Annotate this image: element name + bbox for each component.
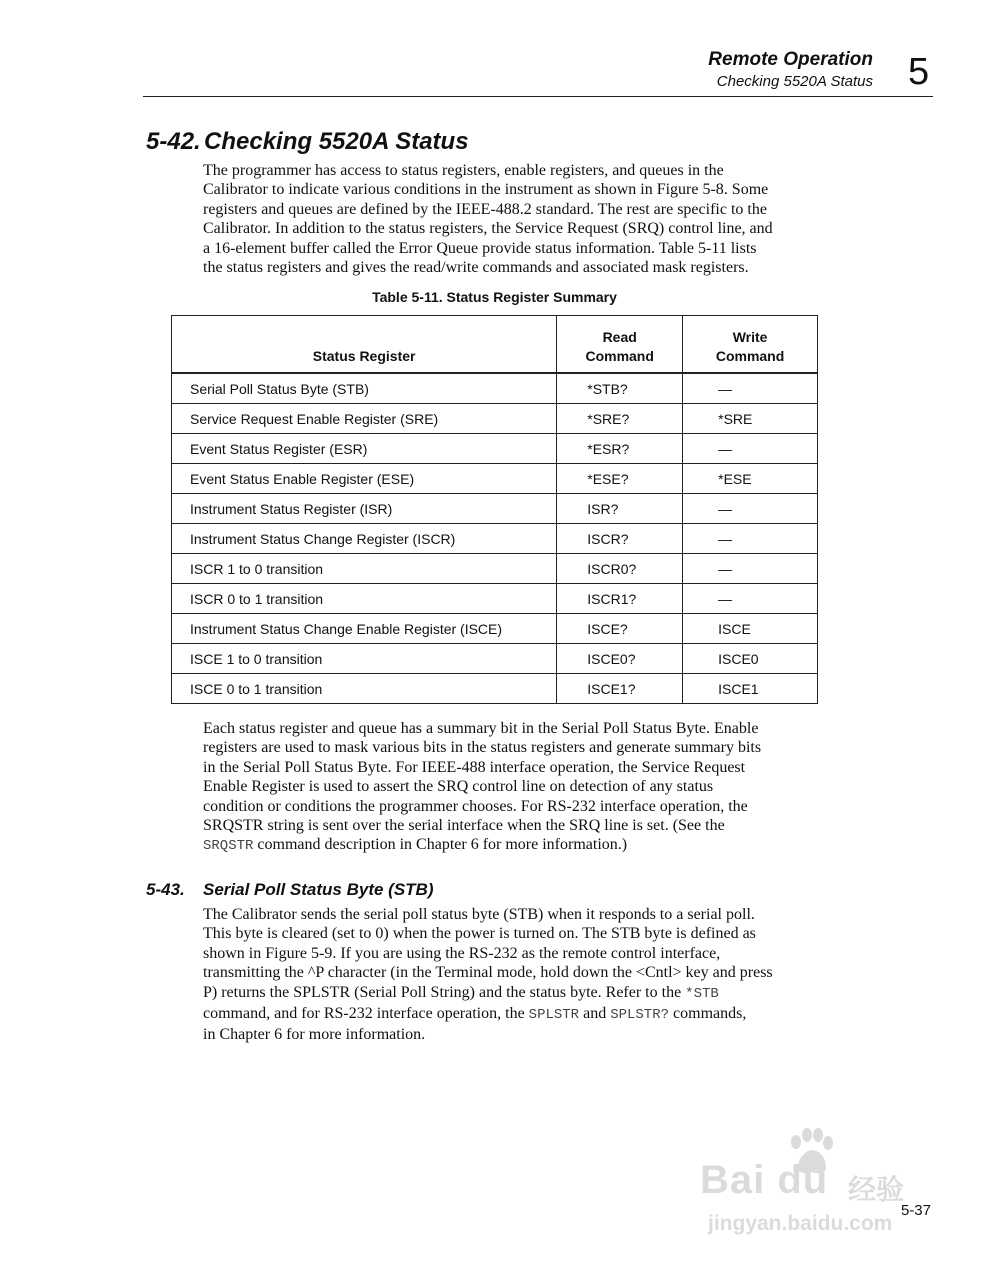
table-row (172, 494, 818, 524)
table-row (172, 434, 818, 464)
cell-register: Instrument Status Register (ISR) (172, 494, 557, 524)
cell-register: Instrument Status Change Register (ISCR) (172, 524, 557, 554)
stb-line: in Chapter 6 for more information. (203, 1026, 426, 1044)
subsection-number: 5-43. (146, 880, 185, 899)
stb-line: command, and for RS-232 interface operation, the SPLSTR and SPLSTR? commands, (203, 1005, 747, 1024)
code-stb: *STB (685, 985, 719, 1002)
cell-read: *ESE? (557, 464, 683, 494)
table-row (172, 584, 818, 614)
watermark-url: jingyan.baidu.com (708, 1212, 893, 1235)
cell-register: Instrument Status Change Enable Register (ISCE) (172, 614, 557, 644)
cell-register: ISCE 0 to 1 transition (172, 674, 557, 704)
cell-read: ISCE? (557, 614, 683, 644)
cell-write: — (683, 554, 818, 584)
cell-write: *SRE (683, 404, 818, 434)
summary-line: registers are used to mask various bits in the status registers and generate summary bits (203, 739, 762, 757)
table-row (172, 524, 818, 554)
cell-write: ISCE (683, 614, 818, 644)
stb-line: The Calibrator sends the serial poll status byte (STB) when it responds to a serial poll. (203, 906, 755, 923)
table-row (172, 373, 818, 404)
cell-read: ISCR1? (557, 584, 683, 614)
cell-read: ISCE1? (557, 674, 683, 704)
cell-read: ISCR? (557, 524, 683, 554)
stb-line: This byte is cleared (set to 0) when the power is turned on. The STB byte is defined as (203, 925, 756, 943)
cell-write: ISCE1 (683, 674, 818, 704)
code-splstr-query: SPLSTR? (610, 1007, 670, 1024)
watermark (700, 1128, 930, 1243)
header-rule (143, 96, 933, 97)
table-row (172, 674, 818, 704)
cell-register: Serial Poll Status Byte (STB) (172, 373, 557, 404)
cell-write: — (683, 373, 818, 404)
section-title: Checking 5520A Status (204, 128, 469, 155)
cell-register: Event Status Register (ESR) (172, 434, 557, 464)
intro-line: Calibrator to indicate various conditions in the instrument as shown in Figure 5-8. Some (203, 181, 769, 199)
intro-line: registers and queues are defined by the IEEE-488.2 standard. The rest are specific to the (203, 200, 767, 218)
cell-read: *SRE? (557, 404, 683, 434)
cell-read: ISCE0? (557, 644, 683, 674)
cell-register: Event Status Enable Register (ESE) (172, 464, 557, 494)
stb-line: transmitting the ^P character (in the Terminal mode, hold down the <Cntl> key and press (203, 964, 773, 982)
summary-line: SRQSTR command description in Chapter 6 for more information.) (203, 836, 628, 855)
header-write-command: Write Command (683, 316, 818, 374)
table-row (172, 464, 818, 494)
table-row (172, 644, 818, 674)
intro-line: a 16-element buffer called the Error Queue provide status information. Table 5-11 lists (203, 239, 757, 257)
intro-line: The programmer has access to status registers, enable registers, and queues in the (203, 162, 724, 179)
cell-register: Service Request Enable Register (SRE) (172, 404, 557, 434)
table-row (172, 554, 818, 584)
cell-write: ISCE0 (683, 644, 818, 674)
page-number: 5-37 (900, 1202, 931, 1219)
header-read-command: Read Command (557, 316, 683, 374)
cell-register: ISCE 1 to 0 transition (172, 644, 557, 674)
cell-register: ISCR 1 to 0 transition (172, 554, 557, 584)
section-number: 5-42. (146, 128, 201, 155)
status-register-table (171, 315, 818, 704)
cell-write: *ESE (683, 464, 818, 494)
table-header-row (172, 316, 818, 374)
running-header-title: Remote Operation (708, 49, 873, 70)
intro-paragraph (203, 161, 853, 277)
intro-line: the status registers and gives the read/write commands and associated mask registers. (203, 259, 749, 277)
cell-write: — (683, 584, 818, 614)
stb-paragraph (203, 905, 853, 1045)
summary-line: Enable Register is used to assert the SRQ control line on detection of any status (203, 778, 714, 796)
cell-read: ISR? (557, 494, 683, 524)
cell-write: — (683, 494, 818, 524)
stb-line: P) returns the SPLSTR (Serial Poll String) and the status byte. Refer to the *STB (203, 983, 719, 1002)
watermark-cn: 经验 (848, 1173, 905, 1206)
cell-read: *ESR? (557, 434, 683, 464)
cell-write: — (683, 434, 818, 464)
stb-line: shown in Figure 5-9. If you are using the RS-232 as the remote control interface, (203, 944, 721, 962)
cell-write: — (683, 524, 818, 554)
cell-read: ISCR0? (557, 554, 683, 584)
header-status-register: Status Register (172, 316, 557, 374)
summary-line: Each status register and queue has a summary bit in the Serial Poll Status Byte. Enable (203, 720, 759, 737)
subsection-title: Serial Poll Status Byte (STB) (203, 880, 434, 899)
subsection-heading (146, 880, 434, 900)
cell-read: *STB? (557, 373, 683, 404)
chapter-number: 5 (908, 51, 930, 93)
section-heading (146, 128, 469, 156)
summary-line: condition or conditions the programmer chooses. For RS-232 interface operation, the (203, 797, 748, 815)
summary-line: SRQSTR string is sent over the serial interface when the SRQ line is set. (See the (203, 817, 725, 835)
table-caption: Table 5-11. Status Register Summary (372, 289, 617, 305)
table-row (172, 614, 818, 644)
cell-register: ISCR 0 to 1 transition (172, 584, 557, 614)
table-row (172, 404, 818, 434)
summary-paragraph (203, 719, 853, 857)
code-srqstr: SRQSTR (203, 838, 254, 855)
intro-line: Calibrator. In addition to the status registers, the Service Request (SRQ) control line, and (203, 220, 773, 238)
code-splstr: SPLSTR (528, 1007, 580, 1024)
running-header-subtitle: Checking 5520A Status (716, 73, 873, 90)
watermark-brand: Bai du (700, 1158, 829, 1202)
summary-line: in the Serial Poll Status Byte. For IEEE-488 interface operation, the Service Request (203, 758, 746, 776)
